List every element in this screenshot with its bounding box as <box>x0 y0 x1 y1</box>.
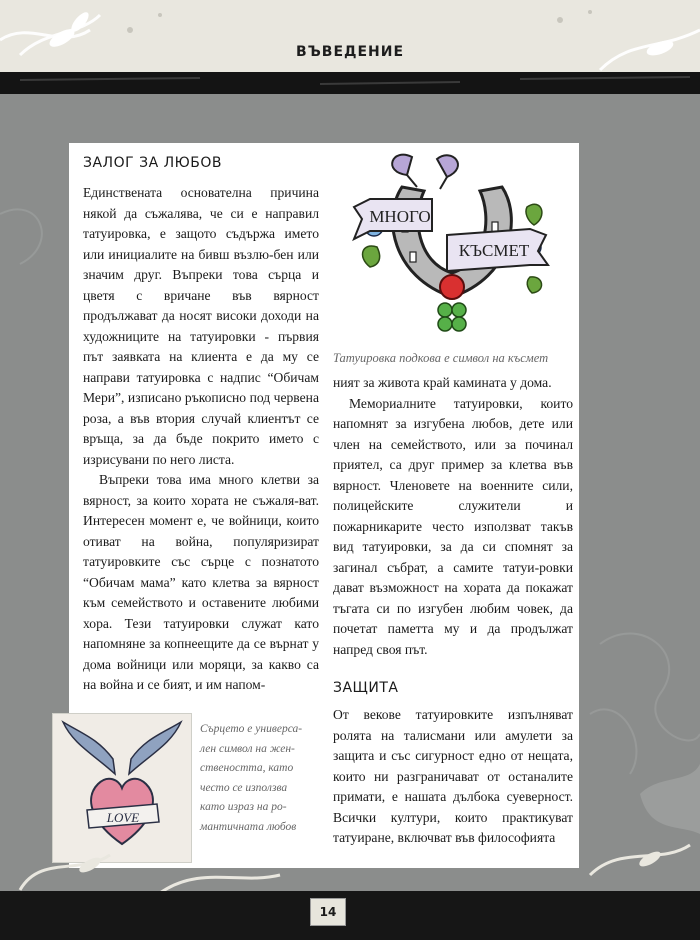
left-paragraph-1: Единствената основателна причина някой да съжалява, че си е направил татуировка, е защото съдържа името или инициалите на бивш възлю-бен или значим друг. Въпреки това сърца и цветя с вричане във вярност продължават да носят високи доходи на художниците на татуировки - първия път заявката на клиента е да му се направи татуировка с надпис “Обичам Мери”, изписано ръкописно под червена роза, а във втория случай клиентът се връща, за да бъде покрито името с изрисувани по него листа. <box>83 185 319 467</box>
right-column-bottom <box>333 705 573 849</box>
right-column-top <box>333 373 573 660</box>
ribbon-text-top: МНОГО <box>369 207 431 226</box>
bottom-bar <box>0 891 700 940</box>
right-paragraph-3: От векове татуировките изпълняват ролята на талисмани или амулети за защита и със сигурност едно от нещата, които ни разграничават от останалите примати, е нашата дълбока суеверност. Всички култури, които практикуват татуиране, включват във философията <box>333 707 573 845</box>
heading-love-pledge: ЗАЛОГ ЗА ЛЮБОВ <box>83 155 222 171</box>
top-band <box>0 0 700 78</box>
brush-stroke-bar <box>0 72 700 94</box>
floral-ornament-top <box>0 0 700 78</box>
photo-caption: Сърцето е универса-лен символ на жен-ствеността, като често се използва като израз на ро-мантичната любов <box>200 723 303 833</box>
left-paragraph-2: Въпреки това има много клетви за вярност, за които хората не съжаля-ват. Интересен момент е, че войници, които отиват на война, популяризират татуировките със сърце с познатото “Обичам мама” като клетва за вярност към семейството и оставените любими хора. Тези татуировки служат като напомняне за копнеещите да се върнат у дома войници или моряци, за какво са на война и се бият, и им напом- <box>83 472 319 692</box>
photo-tattoo-text: LOVE <box>106 810 140 825</box>
page-number: 14 <box>310 898 346 926</box>
right-paragraph-2: Мемориалните татуировки, които напомнят за изгубена любов, дете или член на семейството, или за починал приятел, са друг пример за клетва във вярност. Членовете на военните сили, полицейските служители и пожарникарите често използват такъв вид татуировки, за да си спомнят за загинал събрат, а самите татуи-ровки дават възможност на хората да покажат тъгата си по изгубен любим човек, да почетат паметта му и да продължат напред своя път. <box>333 395 573 657</box>
ribbon-text-bottom: КЪСМЕТ <box>458 241 530 260</box>
left-column <box>83 183 319 696</box>
heading-protection: ЗАЩИТА <box>333 680 399 696</box>
floral-ornament-bottom <box>0 835 700 895</box>
horseshoe-tattoo-illustration <box>352 147 552 337</box>
section-title: ВЪВЕДЕНИЕ <box>295 44 405 60</box>
illustration-caption: Татуировка подкова е символ на късмет <box>333 351 549 365</box>
right-continuation: ният за живота край камината у дома. <box>333 375 552 390</box>
